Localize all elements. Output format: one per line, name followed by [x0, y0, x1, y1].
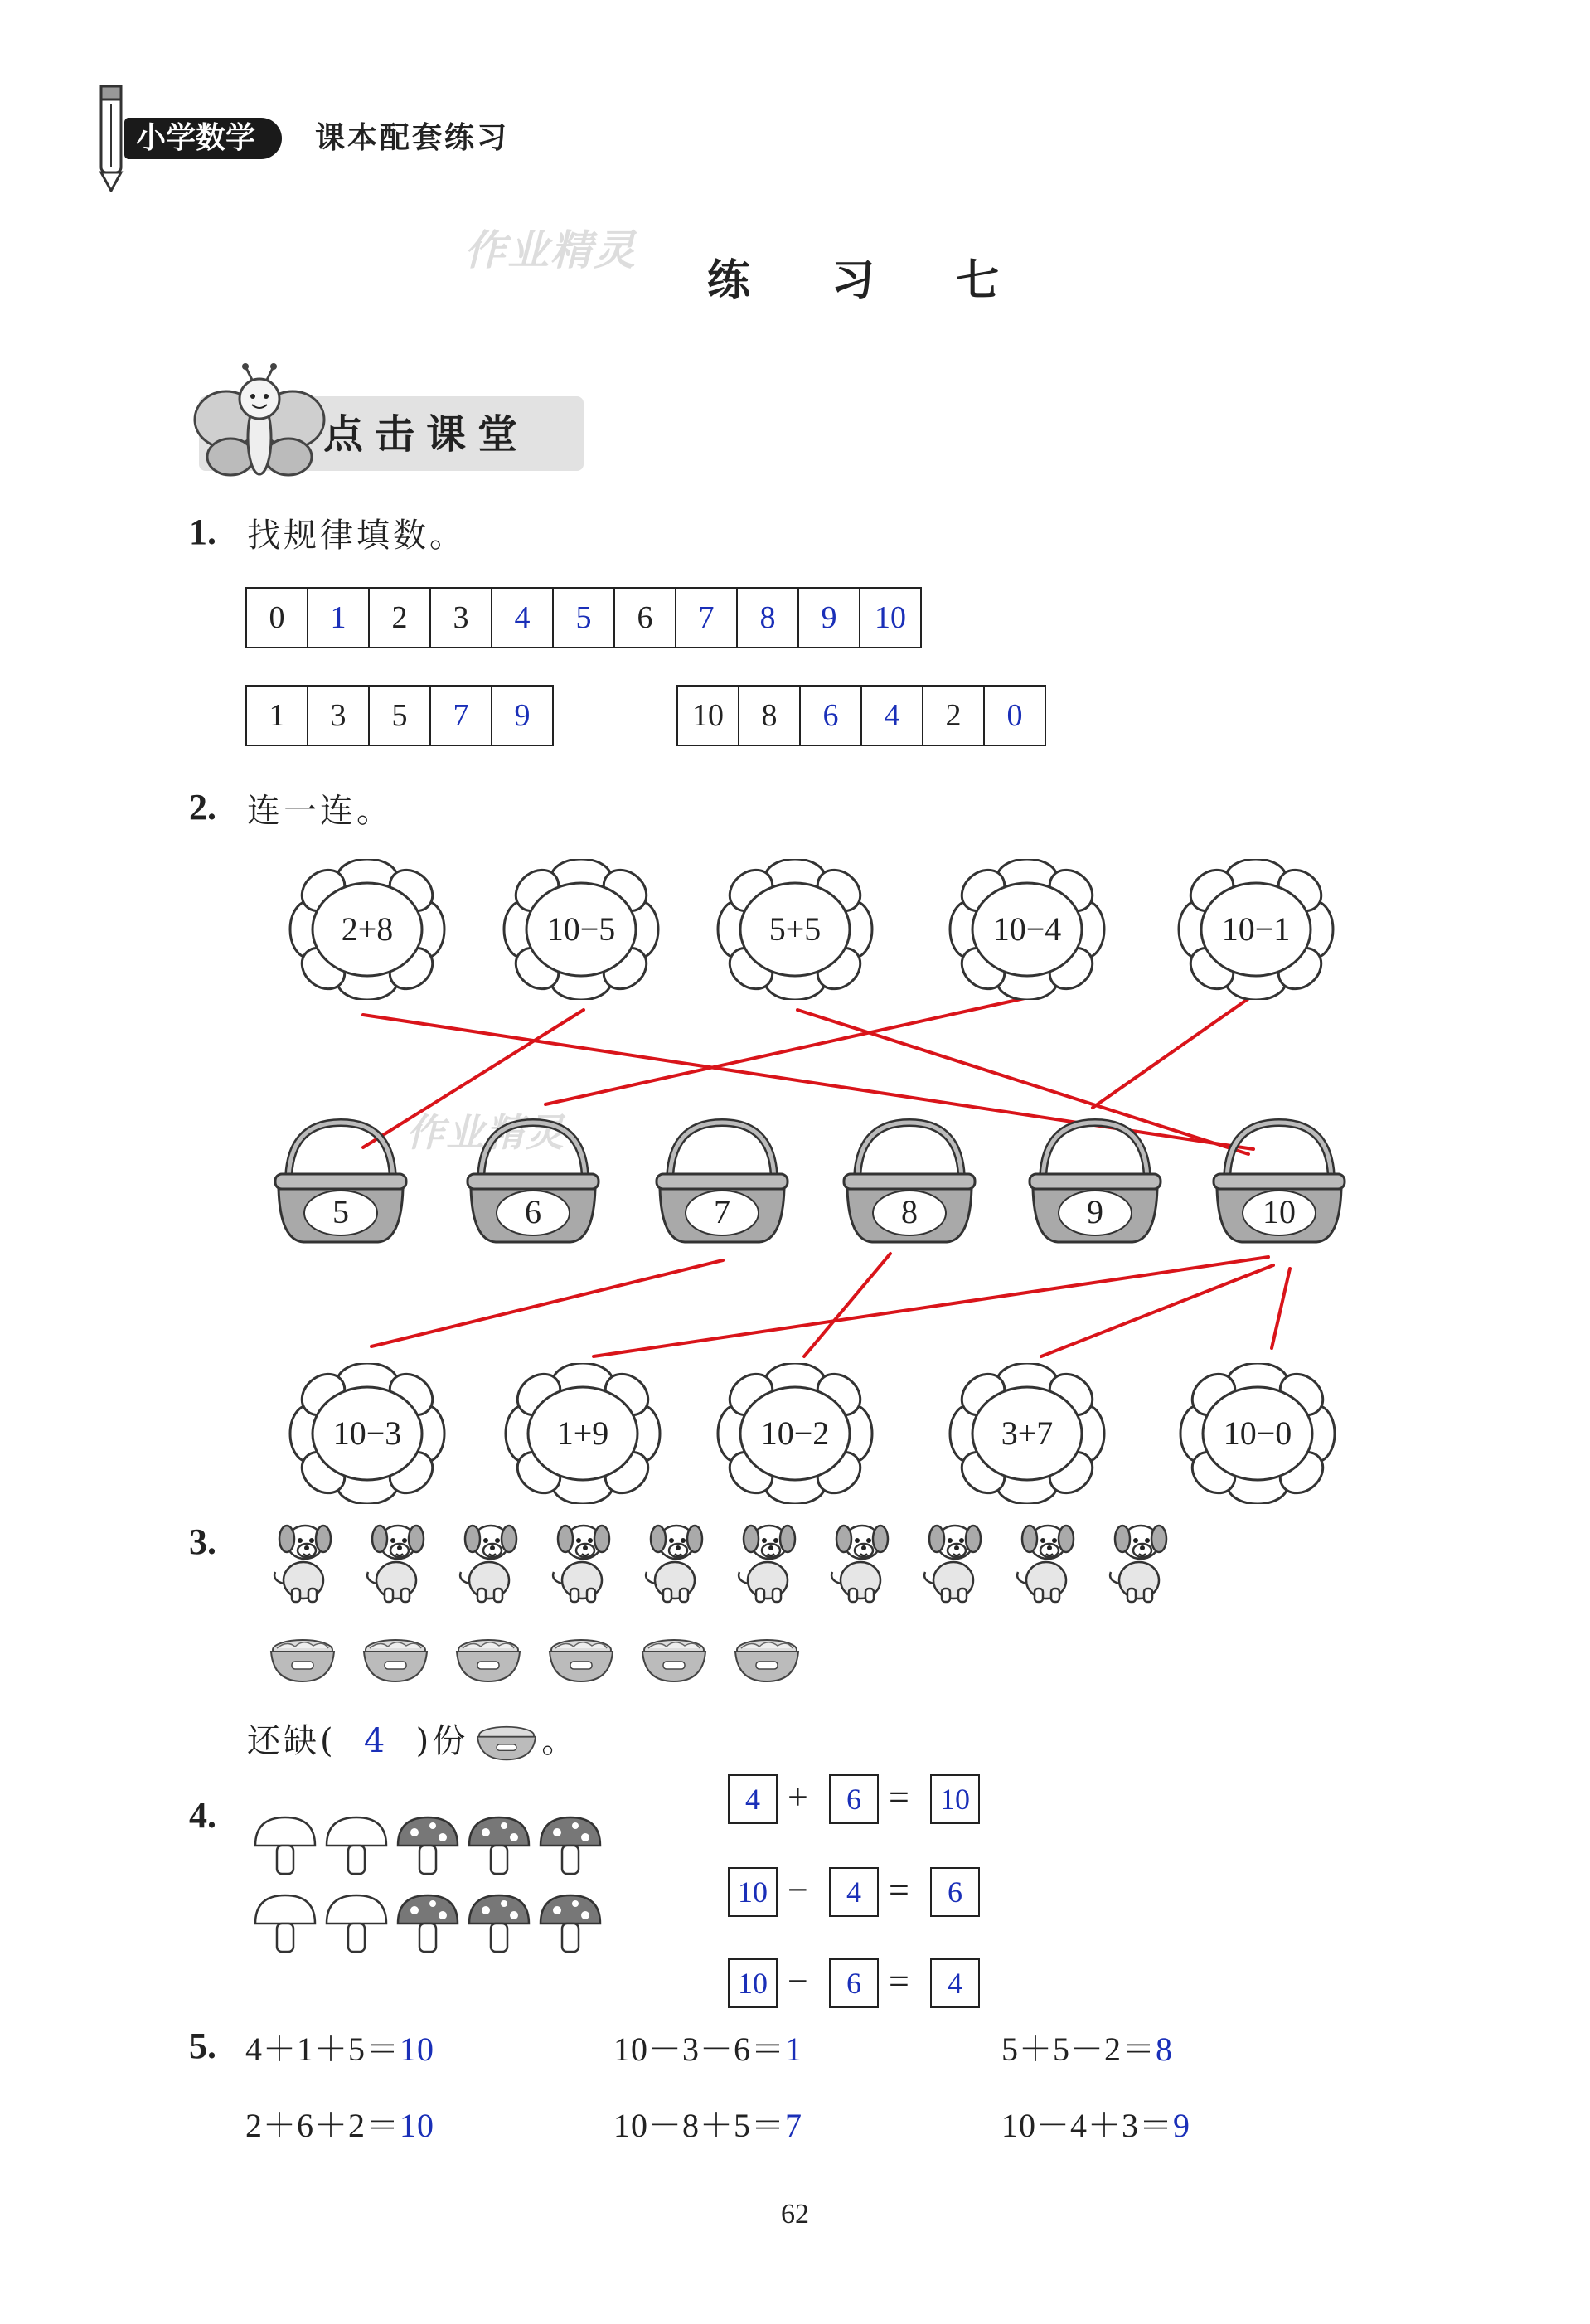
dog-icon — [638, 1514, 710, 1605]
eq-box[interactable]: 10 — [728, 1867, 778, 1917]
seq-answer: 7 — [698, 600, 715, 635]
flower-label: 1+9 — [556, 1414, 609, 1452]
seq-answer: 7 — [453, 698, 469, 733]
watermark: 作业精灵 — [464, 226, 637, 274]
q3-text-end: 。 — [541, 1722, 579, 1760]
dog-icon — [1010, 1514, 1081, 1605]
dog-icon — [453, 1514, 524, 1605]
dog-icon — [917, 1514, 988, 1605]
food-bowl-icon — [731, 1635, 802, 1685]
page-title: 练 习 七 — [706, 256, 1033, 306]
dark-mushroom-icon — [537, 1812, 604, 1879]
connection-line — [371, 1260, 723, 1346]
seq-given: 3 — [330, 698, 347, 733]
q5-item — [245, 2099, 434, 2147]
seq-given: 2 — [391, 600, 408, 635]
seq-given: 8 — [761, 698, 778, 733]
q3-answer: 4 — [363, 1722, 389, 1760]
food-bowl-icon — [472, 1725, 541, 1763]
flower-label: 10−4 — [992, 910, 1062, 948]
section-title: 点击课堂 — [323, 411, 530, 458]
seq-answer: 9 — [821, 600, 837, 635]
eq-box[interactable]: 4 — [930, 1958, 980, 2008]
q5-answer: 8 — [1156, 2030, 1173, 2068]
dark-mushroom-icon — [395, 1812, 461, 1879]
eq-box[interactable]: 6 — [829, 1774, 879, 1824]
dog-icon — [267, 1514, 338, 1605]
basket-card[interactable] — [839, 1116, 980, 1249]
eq-box[interactable]: 10 — [728, 1958, 778, 2008]
flower-card[interactable] — [1179, 1363, 1336, 1504]
seq-given: 10 — [692, 698, 724, 733]
white-mushroom-icon — [252, 1812, 318, 1879]
flower-card[interactable] — [948, 859, 1106, 1000]
q3-answer-line — [247, 1715, 578, 1763]
q5-expr: 10－4＋3＝ — [1001, 2107, 1173, 2144]
seq-given: 2 — [945, 698, 962, 733]
q5-answer: 1 — [785, 2030, 802, 2068]
basket-label: 9 — [1087, 1193, 1103, 1230]
eq-box[interactable]: 6 — [930, 1867, 980, 1917]
flower-card[interactable] — [716, 1363, 874, 1504]
dog-icon — [360, 1514, 431, 1605]
dark-mushroom-icon — [466, 1890, 532, 1957]
book-label: 小学数学 — [124, 118, 282, 159]
food-bowl-icon — [545, 1635, 617, 1685]
flower-card[interactable] — [1177, 859, 1335, 1000]
flower-card[interactable] — [948, 1363, 1106, 1504]
watermark: 作业精灵 — [406, 1110, 565, 1155]
eq-box[interactable]: 4 — [829, 1867, 879, 1917]
q3-number: 3. — [189, 1521, 216, 1562]
seq-answer: 0 — [1006, 698, 1023, 733]
q5-item — [245, 2023, 434, 2070]
q5-expr: 10－3－6＝ — [613, 2030, 785, 2068]
eq-equals: = — [889, 1961, 909, 2001]
seq-answer: 9 — [514, 698, 531, 733]
basket-label: 7 — [714, 1193, 730, 1230]
q1-prompt: 找规律填数。 — [247, 517, 466, 555]
seq-answer: 8 — [759, 600, 776, 635]
seq-answer: 5 — [575, 600, 592, 635]
q2-prompt: 连一连。 — [247, 792, 393, 830]
flower-label: 10−1 — [1221, 910, 1291, 948]
dark-mushroom-icon — [466, 1812, 532, 1879]
dog-icon — [824, 1514, 895, 1605]
eq-operator: − — [788, 1870, 808, 1910]
basket-card[interactable] — [463, 1116, 604, 1249]
seq-given: 5 — [391, 698, 408, 733]
seq-given: 0 — [269, 600, 285, 635]
flower-label: 10−5 — [546, 910, 616, 948]
q1-number: 1. — [189, 512, 216, 552]
connection-line — [545, 998, 1025, 1104]
flower-label: 10−0 — [1223, 1414, 1292, 1452]
q5-item — [613, 2023, 802, 2070]
dog-icon — [731, 1514, 802, 1605]
q3-text-after: )份 — [415, 1722, 469, 1760]
q5-answer: 10 — [400, 2107, 434, 2144]
q5-item — [1001, 2099, 1190, 2147]
q4-number: 4. — [189, 1795, 216, 1836]
eq-box[interactable]: 10 — [930, 1774, 980, 1824]
flower-label: 2+8 — [341, 910, 394, 948]
page-number: 62 — [781, 2199, 809, 2229]
white-mushroom-icon — [252, 1890, 318, 1957]
seq-answer: 4 — [884, 698, 900, 733]
white-mushroom-icon — [323, 1812, 390, 1879]
flower-label: 10−2 — [760, 1414, 830, 1452]
dark-mushroom-icon — [537, 1890, 604, 1957]
q5-answer: 7 — [785, 2107, 802, 2144]
q5-expr: 10－8＋5＝ — [613, 2107, 785, 2144]
q3-text-before: 还缺( — [247, 1722, 337, 1760]
flower-card[interactable] — [504, 1363, 662, 1504]
seq-answer: 4 — [514, 600, 531, 635]
connection-line — [1272, 1269, 1290, 1348]
seq-given: 1 — [269, 698, 285, 733]
food-bowl-icon — [360, 1635, 431, 1685]
eq-box[interactable]: 6 — [829, 1958, 879, 2008]
flower-label: 10−3 — [332, 1414, 402, 1452]
basket-card[interactable] — [270, 1116, 411, 1249]
connection-line — [1041, 1265, 1273, 1356]
seq-answer: 10 — [875, 600, 906, 635]
eq-equals: = — [889, 1777, 909, 1817]
basket-label: 6 — [525, 1193, 541, 1230]
eq-equals: = — [889, 1870, 909, 1910]
eq-operator: − — [788, 1961, 808, 2001]
flower-label: 3+7 — [1001, 1414, 1054, 1452]
basket-label: 10 — [1263, 1193, 1296, 1230]
dog-icon — [1103, 1514, 1174, 1605]
q2-number: 2. — [189, 787, 216, 827]
seq-answer: 1 — [330, 600, 347, 635]
basket-label: 5 — [332, 1193, 349, 1230]
flower-label: 5+5 — [768, 910, 822, 948]
q5-answer: 10 — [400, 2030, 434, 2068]
eq-operator: + — [788, 1777, 808, 1817]
seq-given: 6 — [637, 600, 653, 635]
q5-expr: 5＋5－2＝ — [1001, 2030, 1156, 2068]
basket-label: 8 — [901, 1193, 918, 1230]
flower-card[interactable] — [288, 1363, 446, 1504]
food-bowl-icon — [453, 1635, 524, 1685]
eq-box[interactable]: 4 — [728, 1774, 778, 1824]
connection-line — [1093, 992, 1258, 1108]
seq-answer: 6 — [822, 698, 839, 733]
connection-line — [804, 1254, 890, 1356]
basket-card[interactable] — [652, 1116, 793, 1249]
basket-card[interactable] — [1025, 1116, 1166, 1249]
q5-expr: 2＋6＋2＝ — [245, 2107, 400, 2144]
flower-card[interactable] — [288, 859, 446, 1000]
basket-card[interactable] — [1209, 1116, 1350, 1249]
white-mushroom-icon — [323, 1890, 390, 1957]
seq-given: 3 — [453, 600, 469, 635]
flower-card[interactable] — [502, 859, 660, 1000]
q5-expr: 4＋1＋5＝ — [245, 2030, 400, 2068]
flower-card[interactable] — [716, 859, 874, 1000]
food-bowl-icon — [267, 1635, 338, 1685]
q5-item — [613, 2099, 802, 2147]
book-subtitle: 课本配套练习 — [315, 121, 510, 155]
food-bowl-icon — [638, 1635, 710, 1685]
q5-item — [1001, 2023, 1173, 2070]
dark-mushroom-icon — [395, 1890, 461, 1957]
dog-icon — [545, 1514, 617, 1605]
q5-answer: 9 — [1173, 2107, 1190, 2144]
q5-number: 5. — [189, 2026, 216, 2066]
